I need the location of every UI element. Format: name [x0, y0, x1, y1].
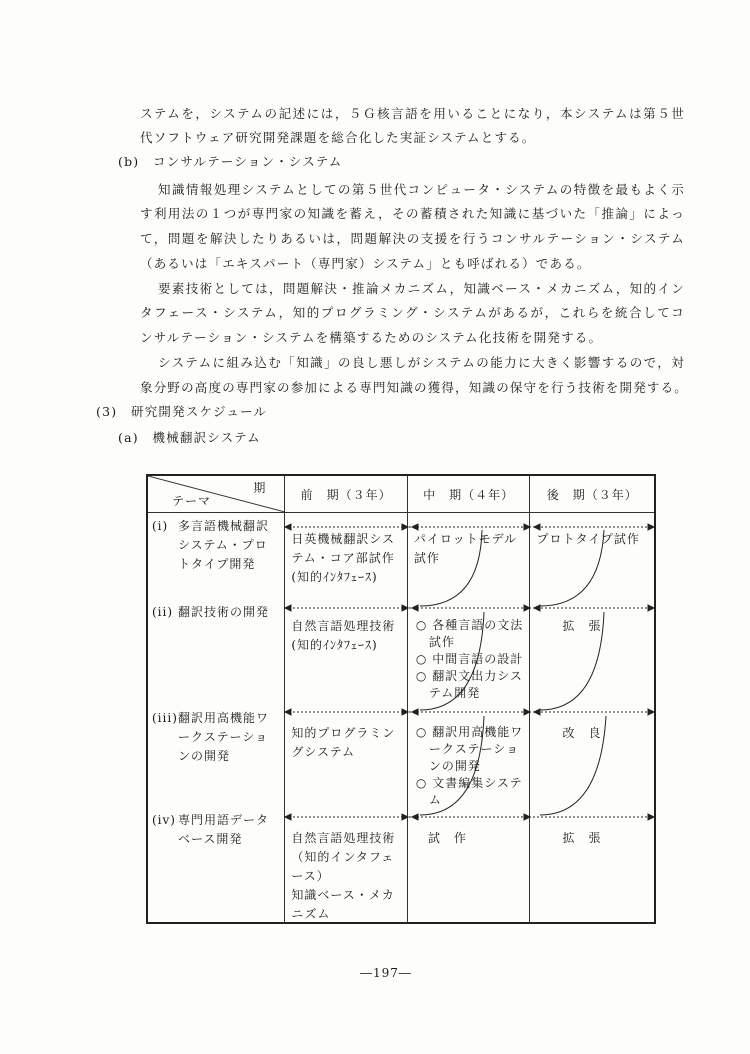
theme-item-3 — [152, 709, 269, 766]
header-early: 前 期（３年） — [285, 475, 408, 513]
paragraph-line: 要素技術としては，問題解決・推論メカニズム，知識ベース・メカニズム，知的イン — [158, 281, 685, 296]
early-row-2 — [291, 617, 395, 655]
cell-line: (知的ｲﾝﾀﾌｪｰｽ) — [291, 570, 378, 584]
theme-line: ンの開発 — [178, 749, 231, 763]
theme-number: (i) — [152, 519, 169, 533]
mid-row-2: ○ 各種言語の文法 試作 ○ 中間言語の設計 ○ 翻訳文出力シス テム開発 — [415, 618, 524, 700]
early-period-column — [285, 513, 408, 923]
early-row-1 — [291, 530, 395, 587]
theme-line: 多言語機械翻訳 — [178, 519, 270, 533]
cell-line: (知的ｲﾝﾀﾌｪｰｽ) — [291, 638, 378, 652]
late-row-1 — [536, 530, 639, 549]
paragraph-line: 象分野の高度の専門家の参加による専門知識の獲得，知識の保守を行う技術を開発する。 — [140, 380, 689, 395]
cell-line: テム・コア部試作 — [291, 551, 395, 565]
schedule-table — [146, 474, 656, 924]
theme-line: 翻訳用高機能ワ — [178, 711, 270, 725]
cell-line: 試 作 — [427, 831, 467, 845]
cell-line: ース） — [291, 869, 330, 883]
cell-line: 各種言語の文法 — [432, 618, 524, 632]
theme-line: ークステーショ — [178, 730, 269, 744]
header-mid: 中 期（４年） — [407, 475, 530, 513]
theme-line: 専門用語データ — [178, 813, 270, 827]
late-row-3 — [562, 724, 601, 743]
cell-line: ム — [428, 793, 442, 807]
paragraph-line: す利用法の１つが専門家の知識を蓄え，その蓄積された知識に基づいた「推論」によっ — [140, 206, 685, 221]
cell-line: 試作 — [428, 635, 455, 649]
cell-line: プロトタイプ試作 — [536, 532, 640, 546]
section-heading-3: (3) 研究開発スケジュール — [96, 404, 268, 419]
cell-line: ークステーショ — [428, 742, 520, 756]
paragraph-line: 知識情報処理システムとしての第５世代コンピュータ・システムの特徴を最もよく示 — [158, 182, 685, 197]
late-period-column — [530, 513, 655, 923]
corner-cell — [147, 475, 285, 513]
early-row-3 — [291, 724, 395, 762]
early-row-4 — [291, 829, 395, 924]
theme-line: システム・プロ — [178, 538, 268, 552]
mid-period-column — [407, 513, 530, 923]
theme-number: (ii) — [152, 605, 174, 619]
table-body-row — [147, 513, 655, 923]
theme-line: ベース開発 — [178, 832, 243, 846]
cell-line: 拡 張 — [562, 619, 602, 633]
cell-line: 自然言語処理技術 — [291, 619, 396, 633]
section-heading-b: (b) コンサルテーション・システム — [118, 154, 343, 169]
section-heading-a: (a) 機械翻訳システム — [118, 430, 261, 445]
cell-line: 文書編集システ — [432, 776, 523, 790]
header-late: 後 期（３年） — [530, 475, 655, 513]
theme-item-1 — [152, 517, 269, 574]
cell-line: グシステム — [291, 745, 356, 759]
cell-line: テム開発 — [428, 686, 481, 700]
paragraph-line: て，問題を解決したりあるいは，問題解決の支援を行うコンサルテーション・システム — [140, 231, 685, 246]
theme-number: (iii) — [152, 711, 178, 725]
cell-line: 知識ベース・メカ — [291, 888, 395, 902]
mid-row-4 — [428, 829, 467, 848]
late-row-4 — [562, 829, 601, 848]
cell-line: 自然言語処理技術 — [291, 831, 396, 845]
cell-line: 翻訳文出力シス — [432, 669, 523, 683]
mid-row-3: ○ 翻訳用高機能ワ ークステーショ ンの開発 ○ 文書編集システ ム — [415, 725, 524, 807]
cell-line: パイロットモデル — [413, 532, 518, 546]
paragraph-line: ステムを，システムの記述には，５Ｇ核言語を用いることになり，本システムは第５世 — [140, 106, 685, 121]
table-header-row — [147, 475, 655, 513]
cell-line: 日英機械翻訳シス — [291, 532, 395, 546]
paragraph-line: システムに組み込む「知識」の良し悪しがシステムの能力に大きく影響するので，対 — [158, 355, 685, 370]
corner-theme-label: テーマ — [172, 494, 212, 508]
paragraph-line: タフェース・システム，知的プログラミング・システムがあるが，これらを統合してコ — [140, 305, 685, 320]
themes-column — [147, 513, 285, 923]
cell-line: 翻訳用高機能ワ — [432, 725, 524, 739]
mid-row-1 — [414, 530, 517, 568]
theme-item-2 — [152, 603, 269, 622]
late-row-2 — [562, 617, 601, 636]
paragraph-line: ンサルテーション・システムを構築するためのシステム化技術を開発する。 — [140, 330, 603, 345]
cell-line: ンの開発 — [428, 759, 481, 773]
cell-line: 知的プログラミン — [291, 726, 396, 740]
theme-line: トタイプ開発 — [178, 557, 256, 571]
cell-line: ニズム — [291, 907, 331, 921]
theme-number: (iv) — [152, 813, 176, 827]
paragraph-line: 代ソフトウェア研究開発課題を総合化した実証システムとする。 — [140, 130, 536, 145]
cell-line: （知的インタフェ — [291, 850, 395, 864]
cell-line: 拡 張 — [562, 831, 602, 845]
corner-period-label: 期 — [253, 481, 267, 495]
cell-line: 試作 — [413, 551, 440, 565]
paragraph-line: （あるいは「エキスパート（専門家）システム」とも呼ばれる）である。 — [140, 256, 591, 271]
cell-line: 中間言語の設計 — [432, 652, 524, 666]
theme-item-4 — [152, 811, 269, 849]
cell-line: 改 良 — [562, 726, 602, 740]
page-number: ―197― — [360, 966, 412, 980]
theme-line: 翻訳技術の開発 — [178, 605, 270, 619]
